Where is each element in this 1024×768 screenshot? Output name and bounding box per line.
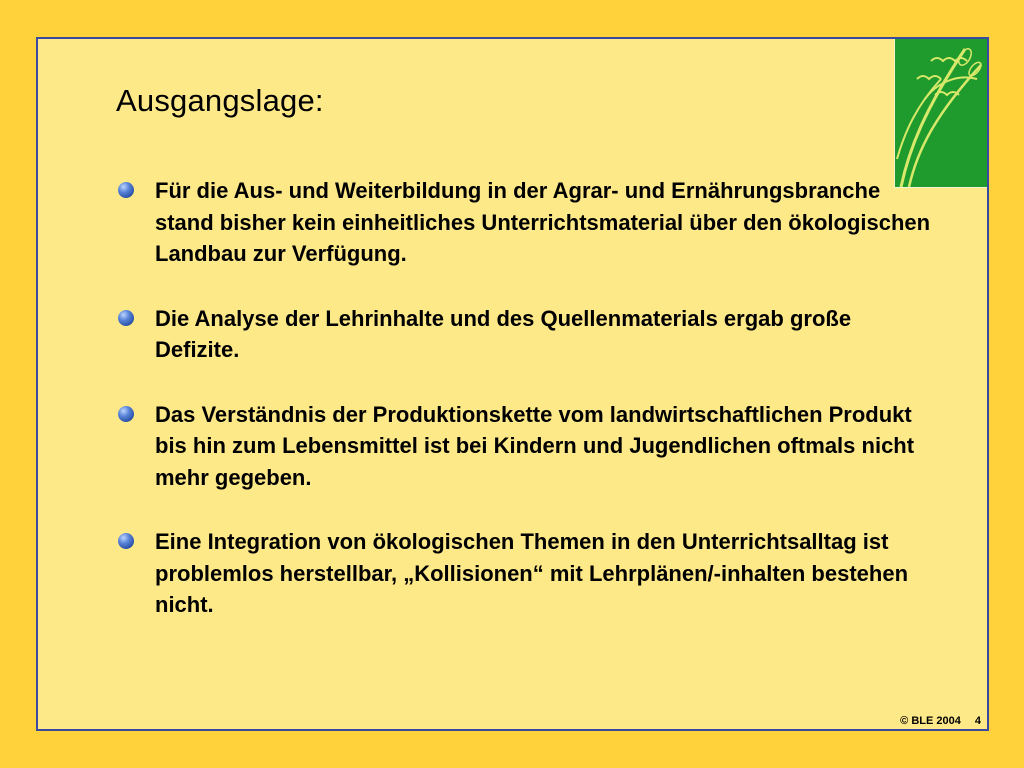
bullet-text: Für die Aus- und Weiterbildung in der Agrar- und Ernährungsbranche stand bisher kein einheitliches Unterrichtsmaterial über den ökologischen Landbau zur Verfügung.: [155, 178, 931, 266]
blue-sphere-bullet-icon: [118, 406, 134, 422]
copyright-text: © BLE 2004: [900, 715, 961, 727]
slide-footer: [900, 715, 981, 727]
blue-sphere-bullet-icon: [118, 533, 134, 549]
wheat-logo-icon: [894, 39, 987, 188]
bullet-list: [118, 175, 938, 621]
bullet-item: [118, 399, 938, 494]
slide-panel: [36, 37, 989, 731]
bullet-text: Die Analyse der Lehrinhalte und des Quellenmaterials ergab große Defizite.: [155, 305, 852, 362]
bullet-text: Eine Integration von ökologischen Themen in den Unterrichtsalltag ist problemlos herstellbar, „Kollisionen“ mit Lehrplänen/-inhalten bestehen nicht.: [155, 529, 909, 617]
bullet-item: [118, 303, 938, 366]
blue-sphere-bullet-icon: [118, 310, 134, 326]
bullet-item: [118, 526, 938, 621]
bullet-item: [118, 175, 938, 270]
bullet-text: Das Verständnis der Produktionskette vom landwirtschaftlichen Produkt bis hin zum Lebensmittel ist bei Kindern und Jugendlichen oftmals nicht mehr gegeben.: [155, 401, 915, 490]
slide-title: Ausgangslage:: [116, 83, 324, 118]
page-number: 4: [974, 715, 981, 727]
blue-sphere-bullet-icon: [118, 182, 134, 198]
